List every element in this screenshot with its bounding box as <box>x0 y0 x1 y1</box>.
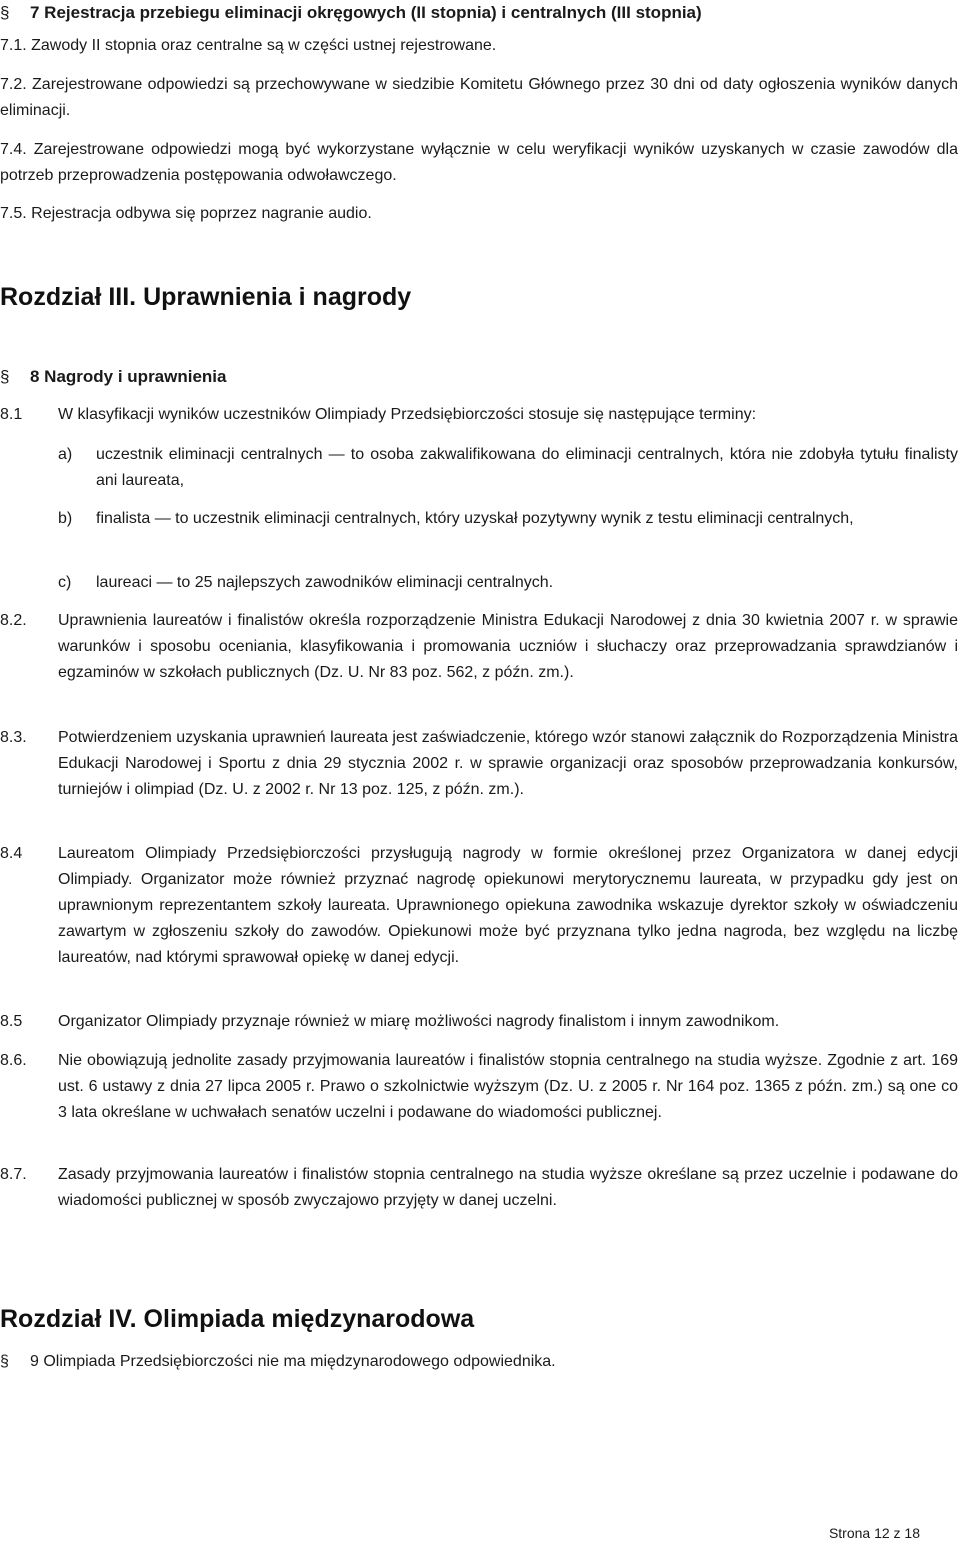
paragraph-8-4: Laureatom Olimpiady Przedsiębiorczości przysługują nagrody w formie określonej przez Organizatora w danej edycji Olimpiady. Organizator może również przyznać nagrodę opiekunowi merytorycznemu laureata, w przypadku gdy jest on uprawnionym reprezentantem szkoły laureata. Uprawnionego opiekuna zawodnika wskazuje dyrektor szkoły w oświadczeniu zawartym w zgłoszeniu szkoły do zawodów. Opiekunowi może być przyznana tylko jedna nagroda, bez względu na liczbę laureatów, nad którymi sprawował opiekę w danej edycji. <box>58 845 958 966</box>
list-item-a: uczestnik eliminacji centralnych — to osoba zakwalifikowana do eliminacji centralnych, która nie zdobyła tytułu finalisty ani laureata, <box>96 446 958 489</box>
paragraph-8-7: Zasady przyjmowania laureatów i finalistów stopnia centralnego na studia wyższe określane są przez uczelnie i podawane do wiadomości publicznej w sposób zwyczajowo przyjęty w danej uczelni. <box>58 1166 958 1209</box>
paragraph-7-1: 7.1. Zawody II stopnia oraz centralne są w części ustnej rejestrowane. <box>0 37 497 54</box>
section-mark: § <box>0 367 10 386</box>
section-7-heading <box>0 0 960 26</box>
section-9 <box>0 1349 960 1375</box>
section-mark: § <box>0 1353 9 1370</box>
paragraph-7-4: 7.4. Zarejestrowane odpowiedzi mogą być wykorzystane wyłącznie w celu weryfikacji wyników uzyskanych w czasie zawodów dla potrzeb przeprowadzenia postępowania odwoławczego. <box>0 141 958 184</box>
list-letter: a) <box>58 446 73 463</box>
paragraph-number: 8.4 <box>0 845 23 862</box>
chapter-4-title: Rozdział IV. Olimpiada międzynarodowa <box>0 1305 475 1333</box>
list-item-c: laureaci — to 25 najlepszych zawodników eliminacji centralnych. <box>96 574 554 591</box>
chapter-3-title: Rozdział III. Uprawnienia i nagrody <box>0 283 412 311</box>
paragraph-number: 8.5 <box>0 1013 23 1030</box>
paragraph-number: 8.7. <box>0 1166 27 1183</box>
paragraph-number: 8.3. <box>0 729 27 746</box>
section-mark: § <box>0 3 10 22</box>
paragraph-number: 8.6. <box>0 1052 27 1069</box>
list-letter: b) <box>58 510 73 527</box>
list-item-b: finalista — to uczestnik eliminacji centralnych, który uzyskał pozytywny wynik z testu eliminacji centralnych, <box>96 510 854 527</box>
list-letter: c) <box>58 574 72 591</box>
paragraph-8-5: Organizator Olimpiady przyznaje również w miarę możliwości nagrody finalistom i innym zawodnikom. <box>58 1013 780 1030</box>
section-7-title: 7 Rejestracja przebiegu eliminacji okręgowych (II stopnia) i centralnych (III stopnia) <box>30 3 702 22</box>
section-8-title: 8 Nagrody i uprawnienia <box>30 367 227 386</box>
paragraph-number: 8.1 <box>0 406 23 423</box>
paragraph-7-2: 7.2. Zarejestrowane odpowiedzi są przechowywane w siedzibie Komitetu Głównego przez 30 dni od daty ogłoszenia wyników danych eliminacji. <box>0 76 958 119</box>
page-number: Strona 12 z 18 <box>828 1525 920 1541</box>
paragraph-8-3: Potwierdzeniem uzyskania uprawnień laureata jest zaświadczenie, którego wzór stanowi załącznik do Rozporządzenia Ministra Edukacji Narodowej i Sportu z dnia 29 stycznia 2002 r. w sprawie organizacji oraz sposobów przeprowadzania konkursów, turniejów i olimpiad (Dz. U. z 2002 r. Nr 13 poz. 125, z późn. zm.). <box>58 729 958 798</box>
paragraph-number: 8.2. <box>0 612 27 629</box>
section-8-heading <box>0 364 960 390</box>
paragraph-8-2: Uprawnienia laureatów i finalistów określa rozporządzenie Ministra Edukacji Narodowej z dnia 30 kwietnia 2007 r. w sprawie warunków i sposobu oceniania, klasyfikowania i promowania uczniów i słuchaczy oraz przeprowadzania sprawdzianów i egzaminów w szkołach publicznych (Dz. U. Nr 83 poz. 562, z późn. zm.). <box>58 612 958 681</box>
paragraph-7-5: 7.5. Rejestracja odbywa się poprzez nagranie audio. <box>0 205 372 222</box>
paragraph-8-1: W klasyfikacji wyników uczestników Olimpiady Przedsiębiorczości stosuje się następujące terminy: <box>58 406 757 423</box>
paragraph-8-6: Nie obowiązują jednolite zasady przyjmowania laureatów i finalistów stopnia centralnego na studia wyższe. Zgodnie z art. 169 ust. 6 ustawy z dnia 27 lipca 2005 r. Prawo o szkolnictwie wyższym (Dz. U. z 2005 r. Nr 164 poz. 1365 z późn. zm.) są one co 3 lata określane w uchwałach senatów uczelni i podawane do wiadomości publicznej. <box>58 1052 958 1121</box>
section-9-text: 9 Olimpiada Przedsiębiorczości nie ma międzynarodowego odpowiednika. <box>30 1353 556 1370</box>
